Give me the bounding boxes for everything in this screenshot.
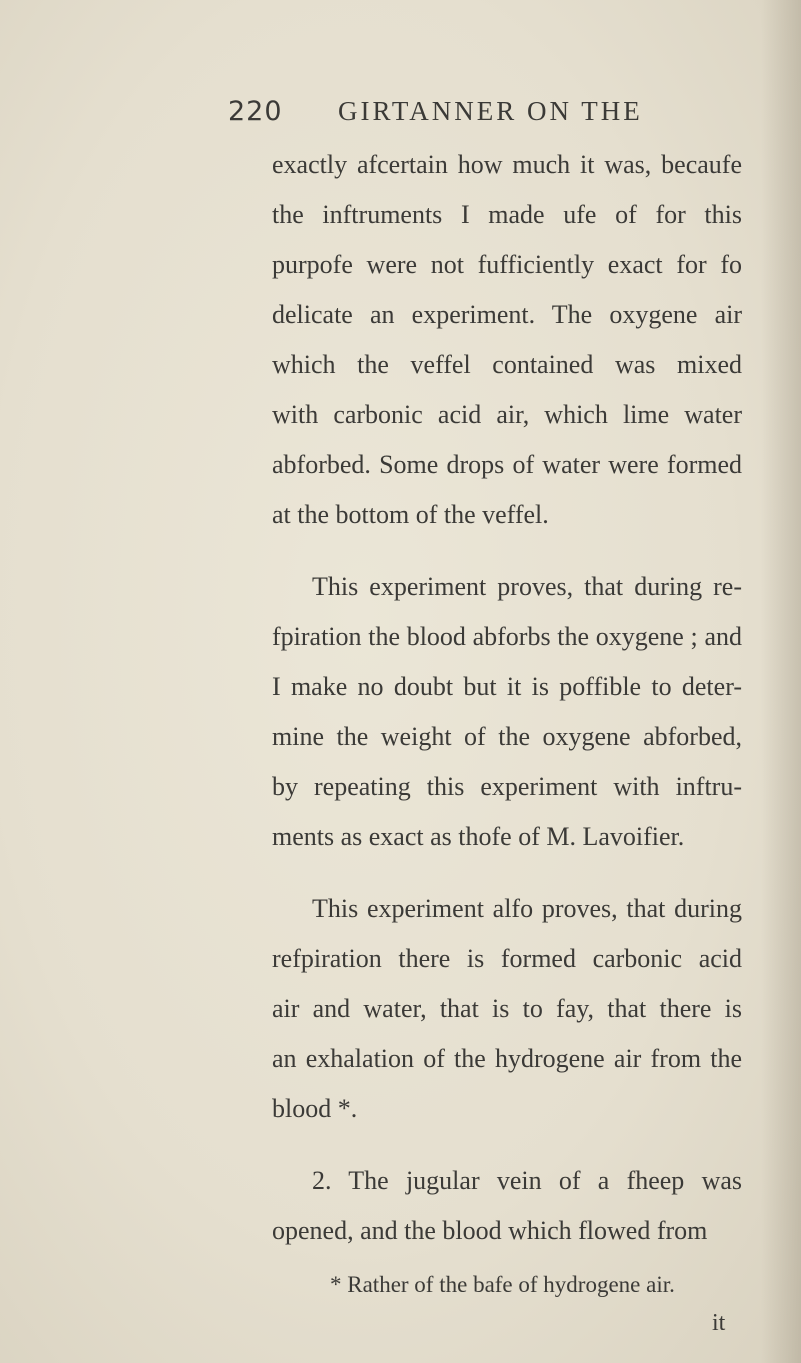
text-line: blood *. bbox=[272, 1094, 358, 1123]
text-line: refpiration there is formed carbonic acid bbox=[272, 944, 742, 973]
text-line: by repeating this experiment with inftru- bbox=[272, 772, 742, 801]
text-line: with carbonic acid air, which lime water bbox=[272, 400, 742, 429]
text-line: abforbed. Some drops of water were formed bbox=[272, 450, 742, 479]
text-line: opened, and the blood which flowed from bbox=[272, 1216, 708, 1245]
text-line: exactly afcertain how much it was, becaufe bbox=[272, 150, 742, 179]
page-edge-shadow bbox=[761, 0, 801, 1363]
page-header bbox=[0, 96, 801, 136]
text-line: which the veffel contained was mixed bbox=[272, 350, 742, 379]
running-head: GIRTANNER ON THE bbox=[338, 96, 643, 126]
text-line: ments as exact as thofe of M. Lavoifier. bbox=[272, 822, 685, 851]
text-line: at the bottom of the veffel. bbox=[272, 500, 549, 529]
page-number: 220 bbox=[228, 96, 283, 127]
text-line: the inftruments I made ufe of for this bbox=[272, 200, 742, 229]
text-line: delicate an experiment. The oxygene air bbox=[272, 300, 742, 329]
text-line: an exhalation of the hydrogene air from the bbox=[272, 1044, 742, 1073]
text-line: I make no doubt but it is poffible to deter- bbox=[272, 672, 742, 701]
catchword: it bbox=[712, 1310, 726, 1336]
text-line: 2. The jugular vein of a fheep was bbox=[312, 1166, 742, 1195]
footnote: * Rather of the bafe of hydrogene air. bbox=[330, 1272, 675, 1297]
text-line: mine the weight of the oxygene abforbed, bbox=[272, 722, 742, 751]
text-line: fpiration the blood abforbs the oxygene ; and bbox=[272, 622, 742, 651]
text-line: purpofe were not fufficiently exact for fo bbox=[272, 250, 742, 279]
text-line: This experiment alfo proves, that during bbox=[312, 894, 742, 923]
text-line: air and water, that is to fay, that there is bbox=[272, 994, 742, 1023]
text-line: This experiment proves, that during re- bbox=[312, 572, 742, 601]
